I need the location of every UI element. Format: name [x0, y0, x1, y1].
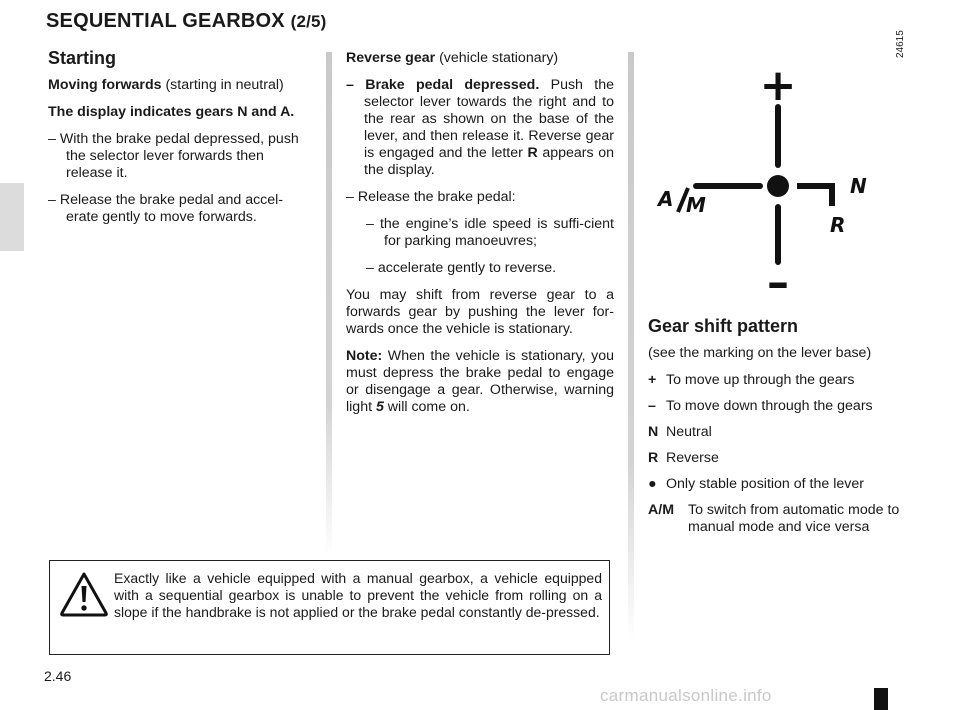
page-number: 2.46	[44, 668, 72, 684]
column-shift-pattern	[648, 318, 928, 545]
section-tab	[0, 183, 24, 251]
page-title	[46, 10, 327, 33]
am-a-label: A	[658, 187, 674, 211]
legend-item	[648, 424, 928, 441]
list-item: – Release the brake pedal and accel-erate gently to move forwards.	[48, 192, 284, 225]
minus-symbol: –	[767, 257, 789, 302]
warning-light-number: 5	[375, 399, 384, 415]
list-item: – Release the brake pedal:	[346, 189, 516, 205]
figure-number: 24615	[895, 30, 906, 58]
legend-item	[648, 372, 928, 389]
watermark: carmanualsonline.info	[600, 686, 772, 705]
sub-list-item: – the engine’s idle speed is suffi-cient for parking manoeuvres;	[366, 216, 614, 249]
starting-heading: Starting	[48, 48, 117, 68]
moving-forwards-label: Moving forwards	[48, 77, 162, 93]
plus-symbol: +	[759, 62, 797, 111]
legend-symbol: +	[648, 372, 657, 388]
shift-pattern-heading: Gear shift pattern	[648, 316, 799, 336]
legend-item	[648, 450, 928, 467]
r-label: R	[830, 213, 846, 237]
legend-symbol: A/M	[648, 502, 675, 518]
note-text: When the vehicle is stationary, you must depress the brake pedal to engage or disengage a gear. Otherwise, warning light	[346, 348, 614, 415]
shift-pattern-sub: (see the marking on the lever base)	[648, 345, 872, 361]
am-m-label: M	[686, 193, 706, 217]
title-text: SEQUENTIAL GEARBOX	[46, 10, 285, 32]
column-starting	[48, 50, 312, 236]
legend-symbol: R	[648, 450, 659, 466]
gear-shift-diagram	[652, 62, 922, 302]
neutral-dot	[767, 175, 789, 197]
corner-mark	[874, 688, 888, 710]
brake-depressed-text: Push the selector lever towards the right and to the rear as shown on the base of the lever, and then release it. Reverse gear is engaged and the letter	[364, 77, 614, 161]
note-paragraph	[346, 348, 614, 416]
brake-depressed-label: – Brake pedal depressed.	[346, 77, 540, 93]
list-item: – With the brake pedal depressed, push the selector lever forwards then release it.	[48, 131, 299, 181]
reverse-line	[797, 186, 832, 206]
column-divider	[628, 52, 634, 642]
legend-item	[648, 398, 928, 415]
legend-text: Neutral	[666, 424, 712, 440]
legend-text: To move down through the gears	[666, 398, 873, 414]
legend-item	[648, 476, 928, 493]
warning-text: Exactly like a vehicle equipped with a manual gearbox, a vehicle equipped with a sequential gearbox is unable to prevent the vehicle from rolling on a slope if the handbrake is not applied or the brake pedal constantly de-pressed.	[114, 570, 602, 620]
column-reverse	[346, 50, 614, 426]
display-note: The display indicates gears N and A.	[48, 104, 295, 120]
list-item	[346, 77, 614, 179]
warning-box	[49, 560, 610, 655]
reverse-heading	[346, 50, 614, 67]
legend-symbol: N	[648, 424, 659, 440]
brake-depressed-end: appears on the display.	[364, 145, 615, 178]
moving-forwards-line	[48, 77, 312, 94]
shift-paragraph: You may shift from reverse gear to a forwards gear by pushing the lever for-wards once the vehicle is stationary.	[346, 287, 614, 337]
note-label: Note:	[346, 348, 383, 364]
legend-text: Reverse	[666, 450, 719, 466]
legend-item	[648, 502, 928, 536]
reverse-detail: (vehicle stationary)	[435, 50, 559, 66]
column-divider	[326, 52, 332, 557]
title-part: (2/5)	[290, 12, 327, 31]
reverse-label: Reverse gear	[346, 50, 436, 66]
reverse-letter: R	[527, 145, 538, 161]
legend-symbol: ●	[648, 476, 657, 492]
note-end: will come on.	[383, 399, 470, 415]
legend-symbol: –	[648, 398, 656, 414]
moving-forwards-detail: (starting in neutral)	[161, 77, 284, 93]
legend-text: To switch from automatic mode to manual mode and vice versa	[688, 502, 900, 535]
n-label: N	[850, 174, 867, 198]
sub-list-item: – accelerate gently to reverse.	[366, 260, 557, 276]
warning-triangle-icon	[59, 571, 109, 617]
legend-text: To move up through the gears	[666, 372, 855, 388]
legend-text: Only stable position of the lever	[666, 476, 864, 492]
